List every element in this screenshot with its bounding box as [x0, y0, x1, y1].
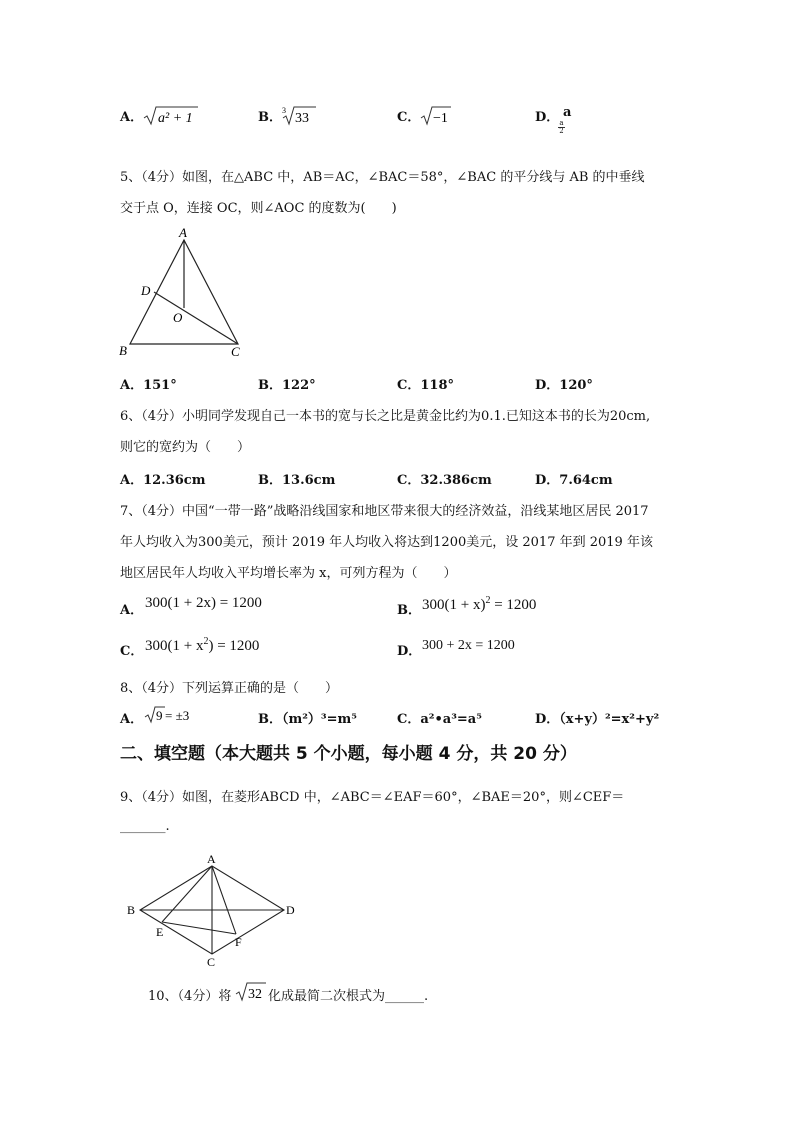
q7-line-3: 地区居民年人均收入平均增长率为 x，可列方程为（ ） [120, 566, 457, 581]
q5-line-2: 交于点 O，连接 OC，则∠AOC 的度数为( ) [120, 201, 397, 216]
q5-option-b: B．122° [258, 378, 316, 393]
q9-label-c: C [207, 955, 216, 968]
q4-option-b-expr: 33 [295, 111, 309, 126]
q5-label-b: B [119, 343, 127, 358]
q6-option-d: D．7.64cm [535, 473, 613, 488]
q5-label-c: C [231, 344, 240, 359]
q4-option-d-expr: a [563, 105, 572, 120]
q6-line-1: 6、（4分）小明同学发现自己一本书的宽与长之比是黄金比约为0.1.已知这本书的长为20cm, [120, 409, 651, 424]
q4-option-a: A． [120, 110, 144, 125]
q4-option-a-expr: a² + 1 [158, 111, 193, 126]
q8-line-1: 8、（4分）下列运算正确的是（ ） [120, 681, 339, 696]
q9-segment-ef [162, 922, 236, 934]
q9-label-b: B [127, 903, 136, 917]
q6-line-2: 则它的宽约为（ ） [120, 440, 251, 455]
section-heading-fill-in: 二、填空题（本大题共 5 个小题，每小题 4 分，共 20 分） [120, 744, 577, 764]
q7-option-c-eq: $300(1 + x^2) = 1200$ [145, 636, 260, 654]
q10-text-pre: 10、（4分）将 [148, 989, 232, 1004]
q4-option-d-fraction: a 2 [559, 119, 564, 135]
q8-option-a-label: A． [120, 712, 144, 727]
q5-label-a: A [179, 226, 187, 240]
q9-label-f: F [235, 935, 242, 949]
q6-option-a: A．12.36cm [120, 473, 206, 488]
q5-label-o: O [173, 310, 183, 325]
q4-option-a-radical [142, 104, 200, 128]
q8-option-c: C．a²•a³=a⁵ [397, 712, 482, 727]
q10-radical [234, 980, 268, 1004]
q5-option-d: D．120° [535, 378, 593, 393]
q4-option-c: C． [397, 110, 421, 125]
q4-option-b-index: 3 [282, 106, 286, 115]
q7-line-2: 年人均收入为300美元，预计 2019 年人均收入将达到1200美元，设 2017 年到 2019 年该 [120, 535, 653, 550]
q8-option-d: D．（x+y）²=x²+y² [535, 712, 660, 727]
q9-label-d: D [286, 903, 295, 917]
q7-option-a-label: A． [120, 603, 144, 618]
q8-option-a-rad: 9 [156, 708, 163, 723]
q8-option-b: B．（m²）³=m⁵ [258, 712, 357, 727]
q7-option-b-eq: $300(1 + x)^2 = 1200$ [422, 595, 537, 613]
q4-option-b-radical [280, 104, 318, 128]
q9-segment-af [212, 866, 236, 934]
q7-option-d-label: D． [397, 644, 422, 659]
q5-option-a: A．151° [120, 378, 177, 393]
q8-option-a-radical [143, 704, 193, 726]
q4-option-c-expr: −1 [433, 111, 448, 126]
q5-line-1: 5、（4分）如图，在△ABC 中，AB＝AC，∠BAC＝58°，∠BAC 的平分线与 AB 的中垂线 [120, 170, 645, 185]
q9-label-a: A [207, 852, 216, 866]
q9-line-1: 9、（4分）如图，在菱形ABCD 中，∠ABC＝∠EAF＝60°，∠BAE＝20°，则∠CEF＝ [120, 790, 625, 805]
q9-rhombus-figure [122, 850, 302, 968]
q10-radicand: 32 [248, 987, 262, 1002]
q7-option-b-label: B． [397, 603, 421, 618]
q7-option-c-label: C． [120, 644, 144, 659]
q4-option-b: B． [258, 110, 282, 125]
q9-line-2: _______. [120, 819, 170, 834]
q7-line-1: 7、（4分）中国“一带一路”战略沿线国家和地区带来很大的经济效益，沿线某地区居民 2017 [120, 504, 649, 519]
q4-option-c-radical [419, 104, 453, 128]
q5-triangle-figure [114, 226, 254, 362]
q9-label-e: E [156, 925, 164, 939]
q6-option-c: C．32.386cm [397, 473, 492, 488]
q8-option-a-rest: = ±3 [165, 708, 190, 723]
q9-segment-ae [162, 866, 212, 922]
q10-text-post: 化成最简二次根式为______. [268, 989, 429, 1004]
q5-segment-dc [154, 292, 238, 344]
q5-option-c: C．118° [397, 378, 454, 393]
q7-option-d-eq: 300 + 2x = 1200 [422, 638, 515, 653]
q5-label-d: D [141, 283, 151, 298]
q4-option-d: D． [535, 110, 560, 125]
q6-option-b: B．13.6cm [258, 473, 336, 488]
q7-option-a-eq: 300(1 + 2x) = 1200 [145, 595, 262, 611]
